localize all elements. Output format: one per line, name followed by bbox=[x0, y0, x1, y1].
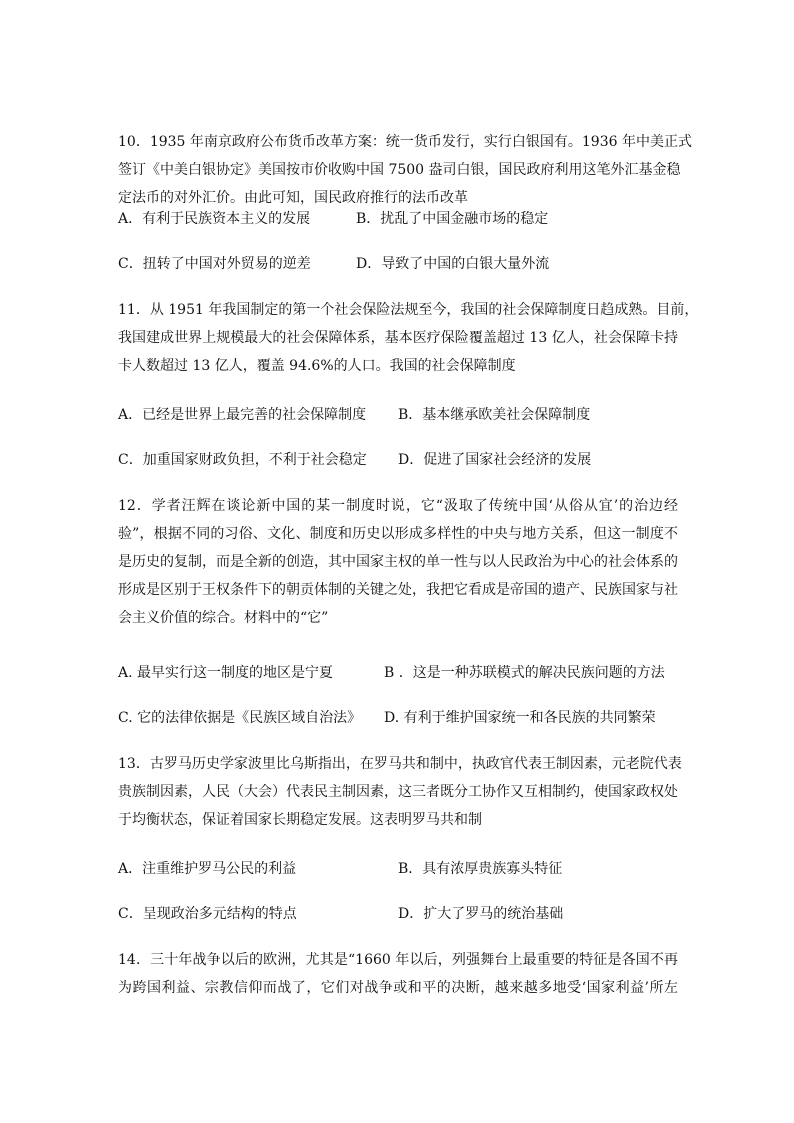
option-a[interactable]: A．有利于民族资本主义的发展 bbox=[118, 211, 311, 227]
stem-line: 10．1935 年南京政府公布货币改革方案：统一货币发行，实行白银国有。1936 年中美正式 bbox=[118, 134, 692, 150]
option-b[interactable]: B．具有浓厚贵族寡头特征 bbox=[398, 861, 563, 877]
question-10-stem bbox=[118, 128, 692, 212]
option-c[interactable]: C．加重国家财政负担，不利于社会稳定 bbox=[118, 452, 367, 468]
stem-line: 签订《中美白银协定》美国按市价收购中国 7500 盎司白银，国民政府利用这笔外汇基金稳 bbox=[118, 162, 681, 178]
stem-line: 我国建成世界上规模最大的社会保障体系，基本医疗保险覆盖超过 13 亿人，社会保障卡持 bbox=[118, 330, 678, 346]
option-d[interactable]: D. 有利于维护国家统一和各民族的共同繁荣 bbox=[384, 710, 656, 726]
option-b[interactable]: B．基本继承欧美社会保障制度 bbox=[398, 407, 591, 423]
stem-line: 11．从 1951 年我国制定的第一个社会保险法规至今，我国的社会保障制度日趋成熟。目前， bbox=[118, 302, 699, 318]
question-11-stem bbox=[118, 296, 699, 380]
stem-line: 卡人数超过 13 亿人，覆盖 94.6%的人口。我国的社会保障制度 bbox=[118, 358, 516, 374]
stem-line: 会主义价值的综合。材料中的“它” bbox=[118, 610, 329, 626]
option-c[interactable]: C．扭转了中国对外贸易的逆差 bbox=[118, 256, 311, 272]
question-10-options-row-1 bbox=[118, 207, 698, 231]
question-10-options-row-2 bbox=[118, 252, 698, 276]
stem-line: 于均衡状态，保证着国家长期稳定发展。这表明罗马共和制 bbox=[118, 812, 482, 828]
question-11-options-row-2 bbox=[118, 448, 698, 472]
option-d[interactable]: D．导致了中国的白银大量外流 bbox=[356, 256, 550, 272]
question-11-options-row-1 bbox=[118, 403, 698, 427]
option-a[interactable]: A．已经是世界上最完善的社会保障制度 bbox=[118, 407, 367, 423]
option-c[interactable]: C. 它的法律依据是《民族区域自治法》 bbox=[118, 710, 362, 726]
option-b[interactable]: B ．这是一种苏联模式的解决民族问题的方法 bbox=[384, 665, 665, 681]
stem-line: 形成是区别于王权条件下的朝贡体制的关键之处，我把它看成是帝国的遗产、民族国家与社 bbox=[118, 582, 678, 598]
option-a[interactable]: A．注重维护罗马公民的利益 bbox=[118, 861, 297, 877]
question-12-options-row-1 bbox=[118, 661, 698, 685]
stem-line: 13．古罗马历史学家波里比乌斯指出，在罗马共和制中，执政官代表王制因素，元老院代表 bbox=[118, 756, 682, 772]
stem-line: 14．三十年战争以后的欧洲，尤其是“1660 年以后，列强舞台上最重要的特征是各国不再 bbox=[118, 952, 678, 968]
stem-line: 验”，根据不同的习俗、文化、制度和历史以形成多样性的中央与地方关系，但这一制度不 bbox=[118, 526, 678, 542]
option-a[interactable]: A. 最早实行这一制度的地区是宁夏 bbox=[118, 665, 334, 681]
question-13-stem bbox=[118, 750, 682, 834]
option-d[interactable]: D．促进了国家社会经济的发展 bbox=[398, 452, 592, 468]
stem-line: 为跨国利益、宗教信仰而战了，它们对战争或和平的决断，越来越多地受‘国家利益’所左 bbox=[118, 980, 678, 996]
option-d[interactable]: D．扩大了罗马的统治基础 bbox=[398, 906, 564, 922]
option-b[interactable]: B．扰乱了中国金融市场的稳定 bbox=[356, 211, 549, 227]
stem-line: 贵族制因素，人民（大会）代表民主制因素，这三者既分工协作又互相制约，使国家政权处 bbox=[118, 784, 678, 800]
question-14-stem bbox=[118, 946, 678, 1002]
option-c[interactable]: C．呈现政治多元结构的特点 bbox=[118, 906, 297, 922]
stem-line: 定法币的对外汇价。由此可知，国民政府推行的法币改革 bbox=[118, 190, 468, 206]
stem-line: 是历史的复制，而是全新的创造，其中国家主权的单一性与以人民政治为中心的社会体系的 bbox=[118, 554, 678, 570]
question-13-options-row-1 bbox=[118, 857, 698, 881]
question-13-options-row-2 bbox=[118, 902, 698, 926]
stem-line: 12．学者汪辉在谈论新中国的某一制度时说，它“汲取了传统中国‘从俗从宜’的治边经 bbox=[118, 498, 678, 514]
question-12-options-row-2 bbox=[118, 706, 698, 730]
question-12-stem bbox=[118, 492, 678, 632]
